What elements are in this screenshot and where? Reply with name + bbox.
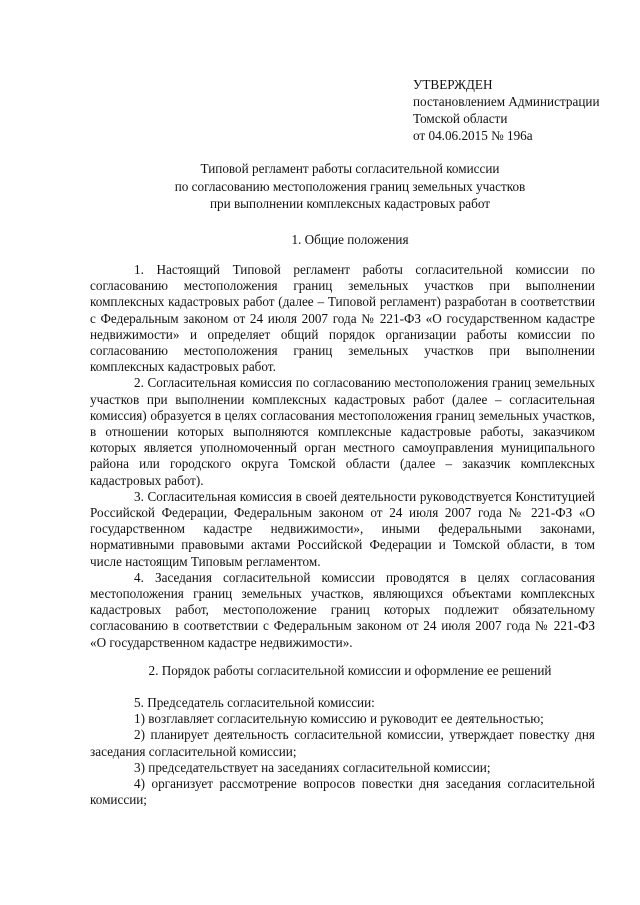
- list-item-3: 3) председательствует на заседаниях согласительной комиссии;: [134, 759, 491, 775]
- section-1-heading: 1. Общие положения: [291, 232, 409, 247]
- paragraph-5: 5. Председатель согласительной комиссии:: [134, 695, 375, 710]
- title-line-1: Типовой регламент работы согласительной комиссии: [200, 161, 500, 176]
- title-line-3: при выполнении комплексных кадастровых работ: [209, 196, 491, 211]
- approval-block: [413, 76, 600, 144]
- document-title: [60, 160, 640, 213]
- approval-line-3: Томской области: [413, 111, 508, 126]
- approval-line-4: от 04.06.2015 № 196а: [413, 128, 533, 143]
- list-item-2: 2) планирует деятельность согласительной комиссии, утверждает повестку дня заседания согласительной комиссии;: [90, 727, 595, 759]
- paragraph-1: 1. Настоящий Типовой регламент работы согласительной комиссии по согласованию местоположения границ земельных участков при выполнении комплексных кадастровых работ (далее – Типовой регламент) разработан в соответствии с Федеральным законом от 24 июля 2007 года № 221-ФЗ «О государственном кадастре недвижимости» и определяет общий порядок организации работы комиссии по согласованию местоположения границ земельных участков при выполнении комплексных кадастровых работ.: [90, 262, 595, 375]
- paragraph-3: 3. Согласительная комиссия в своей деятельности руководствуется Конституцией Российской Федерации, Федеральным законом от 24 июля 2007 года № 221-ФЗ «О государственном кадастре недвижимости», иными федеральными законами, нормативными правовыми актами Российской Федерации и Томской области, в том числе настоящим Типовым регламентом.: [90, 488, 595, 569]
- section-1-body: [90, 262, 595, 651]
- approval-line-2: постановлением Администрации: [413, 94, 600, 109]
- section-2-heading: 2. Порядок работы согласительной комиссии и оформление ее решений: [148, 663, 552, 678]
- paragraph-2: 2. Согласительная комиссия по согласованию местоположения границ земельных участков при выполнении комплексных кадастровых работ (далее – согласительная комиссия) образуется в целях согласования местоположения границ земельных участков, в отношении которых выполняются комплексные кадастровые работы, заказчиком которых является уполномоченный орган местного самоуправления муниципального района или городского округа Томской области (далее – заказчик комплексных кадастровых работ).: [90, 375, 595, 488]
- title-line-2: по согласованию местоположения границ земельных участков: [174, 178, 526, 194]
- list-item-1: 1) возглавляет согласительную комиссию и руководит ее деятельностью;: [134, 711, 544, 727]
- section-2-body: [90, 695, 595, 808]
- list-item-4: 4) организует рассмотрение вопросов повестки дня заседания согласительной комиссии;: [90, 776, 595, 808]
- paragraph-4: 4. Заседания согласительной комиссии проводятся в целях согласования местоположения границ земельных участков, являющихся объектами комплексных кадастровых работ, местоположение границ которых подлежит обязательному согласованию в соответствии с Федеральным законом от 24 июля 2007 года № 221-ФЗ «О государственном кадастре недвижимости».: [90, 569, 595, 650]
- approval-line-1: УТВЕРЖДЕН: [413, 77, 493, 92]
